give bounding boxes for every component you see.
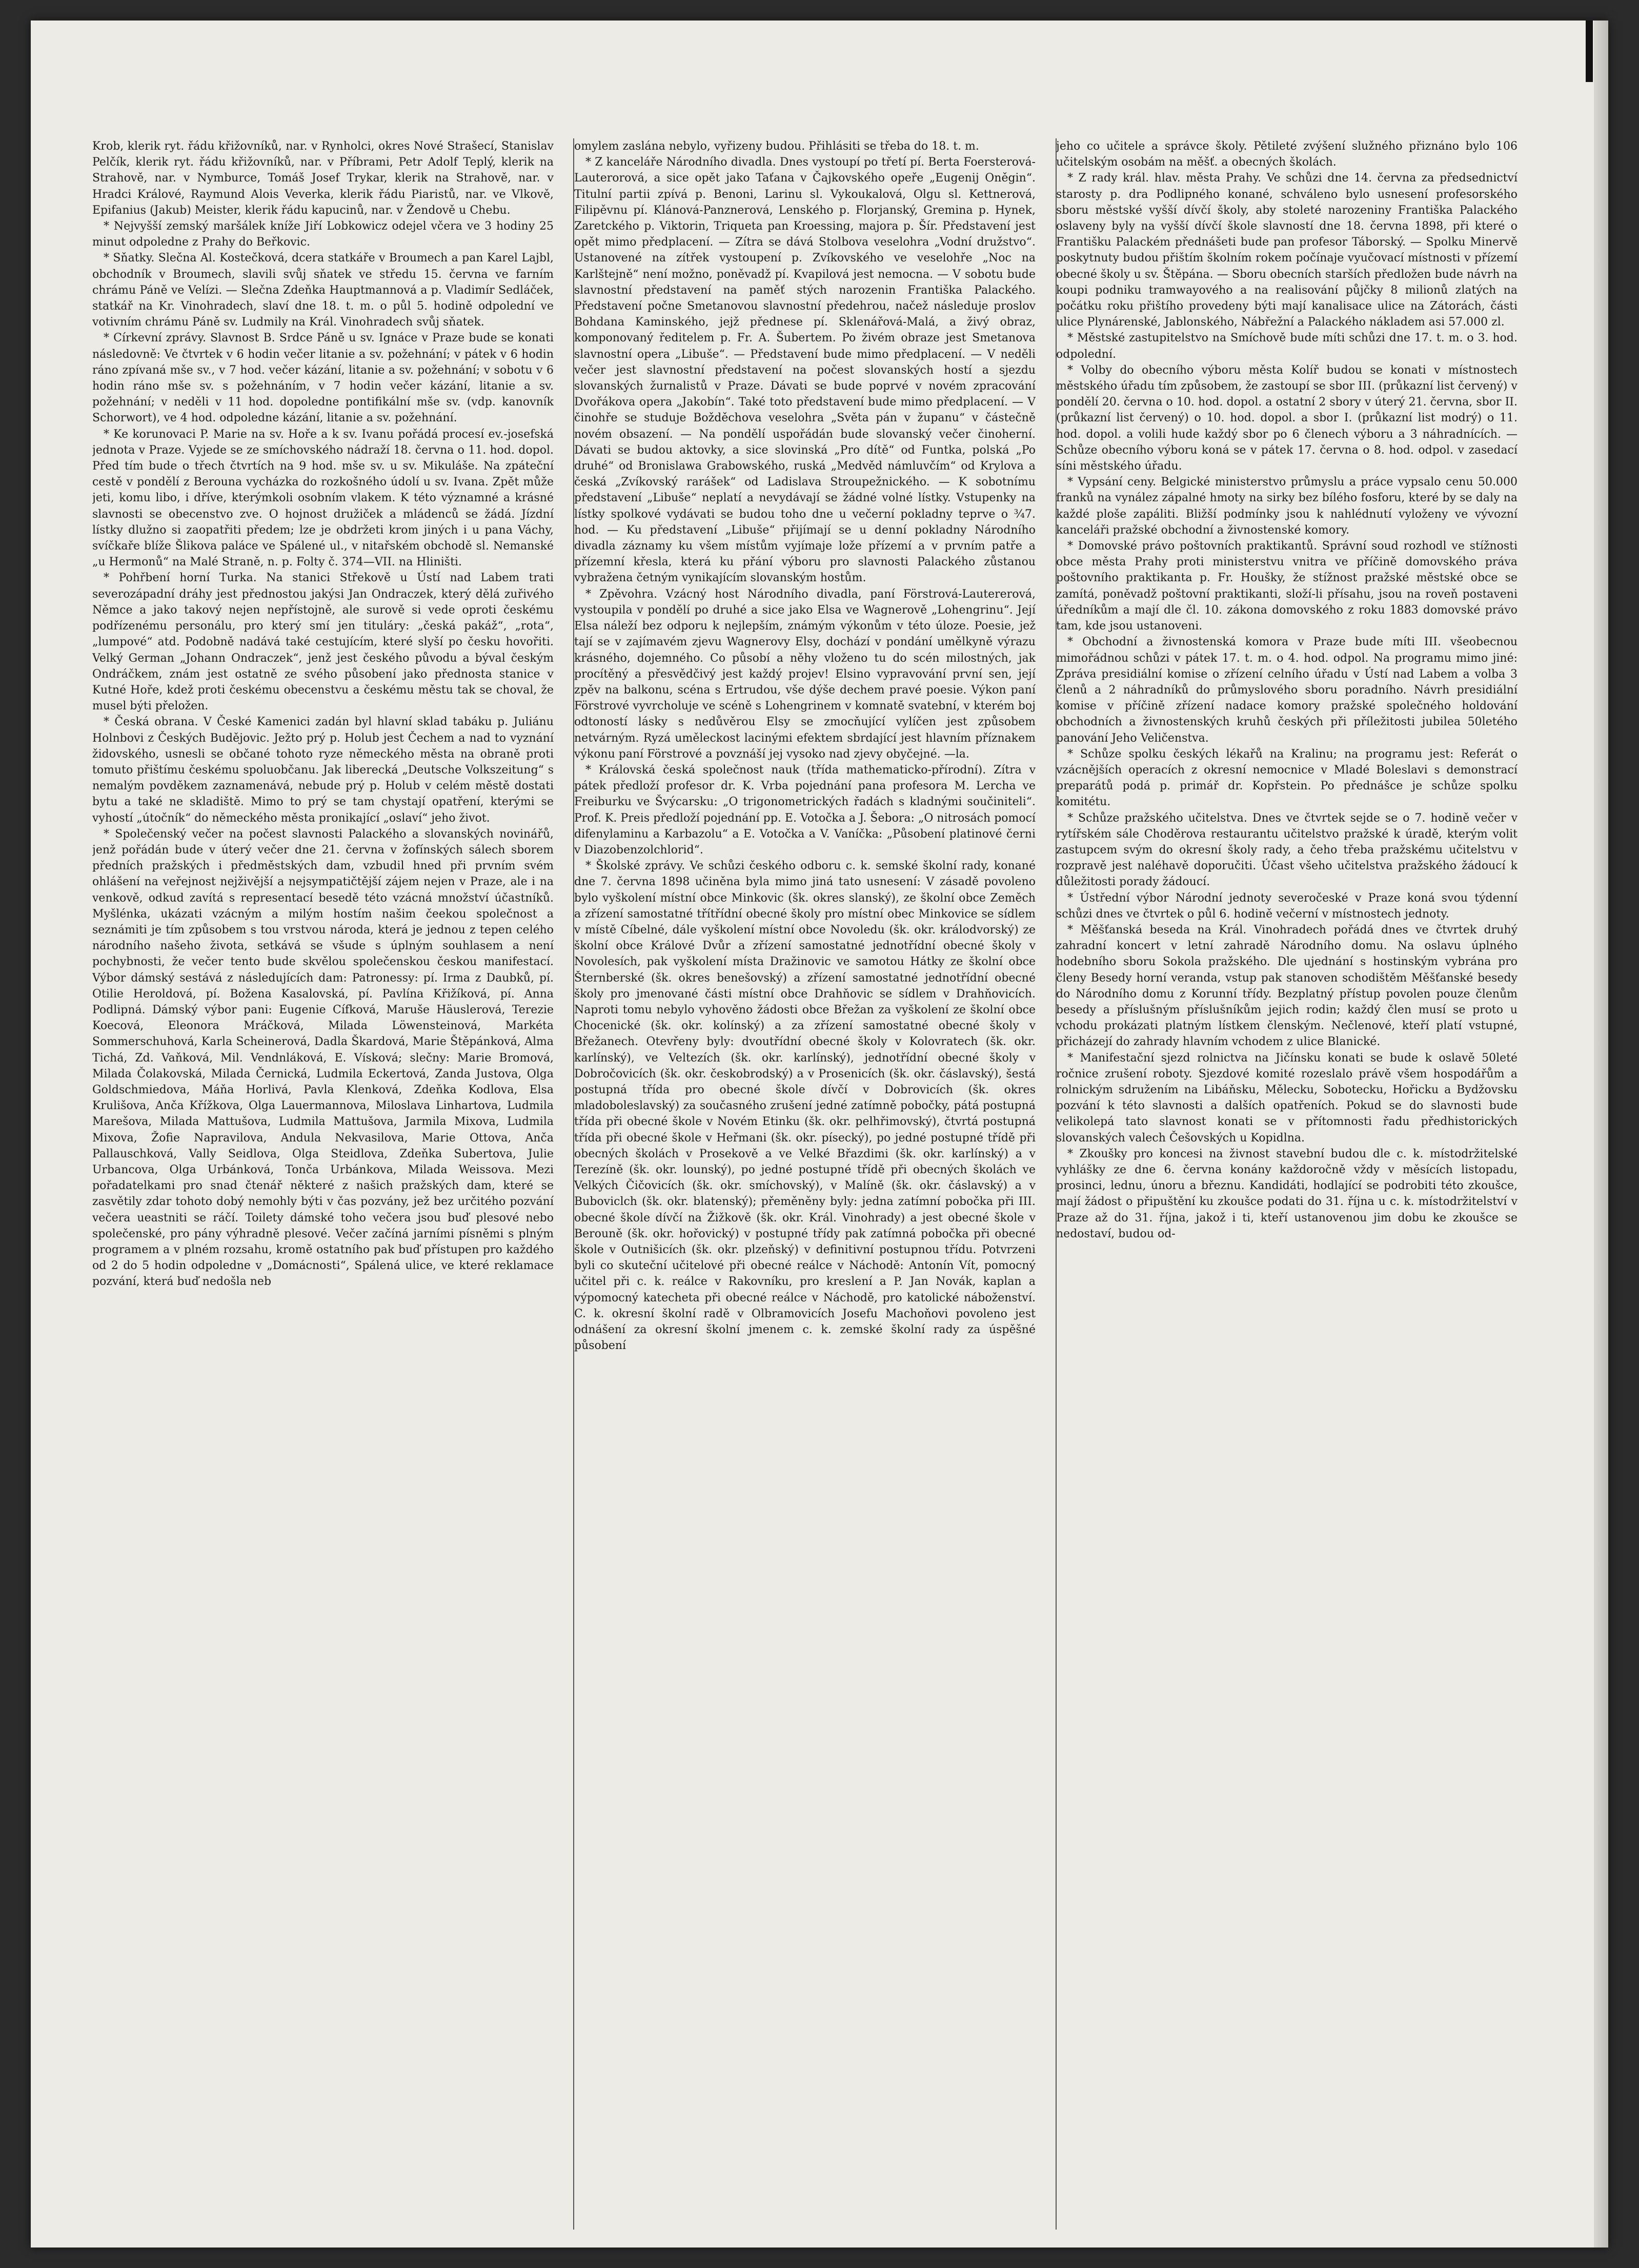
article-paragraph: * Ústřední výbor Národní jednoty severočeské v Praze koná svou týdenní schůzi dnes ve čtvrtek o půl 6. hodině večerní v místnostech jednoty. (1056, 891, 1517, 921)
article-paragraph: omylem zaslána nebylo, vyřizeny budou. Přihlásiti se třeba do 18. t. m. (574, 140, 979, 153)
article-paragraph: * Česká obrana. V České Kamenici zadán byl hlavní sklad tabáku p. Juliánu Holnbovi z Českých Budějovic. Ježto prý p. Holub jest Čechem a nad to vyznání židovského, usnesli se občané tohoto ryze německého města na obraně proti tomuto přištímu českému spoluobčanu. Jak liberecká „Deutsche Volkszeitung“ s nemalým povděkem zaznamenává, nebude prý p. Holub v celém městě dostati bytu a také ne skladiště. Mimo to prý se tam chystají opatření, kterými se vyhostí „útočník“ do německého města pronikající „oslaví“ jeho život. (92, 716, 554, 825)
article-paragraph: * Zpěvohra. Vzácný host Národního divadla, paní Förstrová-Lautererová, vystoupila v pondělí po druhé a sice jako Elsa ve Wagnerově „Lohengrinu“. Její Elsa náleží bez odporu k nejlepším, známým výkonům v této úloze. Poesie, jež tají se v zajímavém zjevu Wagnerovy Elsy, dochází v pondání umělkyně výrazu krásného, dojemného. Co působí a něhy vloženo tu do scén milostných, jak procítěný a přesvědčivý jest každý projev! Elsino vypravování první sen, její zpěv na balkonu, scéna s Ertrudou, vše dýše dechem pravé poesie. Výkon paní Förstrové vyvrcholuje ve scéně s Lohengrinem v komnatě svatební, v kterém boj odtoností lásky s nedůvěrou Elsy se zmocňující vylíčen jest způsobem netvárným. Ryzá uměleckost lacinými efektem sbrdající jest hlavním příznakem výkonu paní Förstrové a povznáší jej vysoko nad zjevy obyčejné. —la. (574, 587, 1036, 761)
article-paragraph: * Sňatky. Slečna Al. Kostečková, dcera statkáře v Broumech a pan Karel Lajbl, obchodník v Broumech, slavili svůj sňatek ve středu 15. června ve farním chrámu Páně ve Velízi. — Slečna Zdeňka Hauptmannová a p. Vladimír Sedláček, statkář na Kr. Vinohradech, slaví dne 18. t. m. o půl 5. hodině odpolední ve votivním chrámu Páně sv. Ludmily na Král. Vinohradech svůj sňatek. (92, 252, 554, 329)
article-paragraph: * Ke korunovaci P. Marie na sv. Hoře a k sv. Ivanu pořádá procesí ev.-josefská jednota v Praze. Vyjede se ze smíchovského nádraží 18. června o 11. hod. dopol. Před tím bude o třech čtvrtích na 9 hod. mše sv. u sv. Mikuláše. Na zpáteční cestě v pondělí z Berouna vycházka do rozkošného údolí u sv. Ivana. Zpět může jeti, komu libo, i dříve, kterýmkoli osobním vlakem. K této významné a krásné slavnosti se obecenstvo zve. O hojnost družiček a mládenců se žádá. Jízdní lístky dlužno si zaopatřiti předem; lze je obdržeti krom jiných i u pana Váchy, svíčkaře blíže Šlikova paláce ve Spálené ul., v nitařském obchodě sl. Nemanské „u Hermonů“ na Malé Straně, n. p. Folty č. 374—VII. na Hliništi. (92, 427, 554, 569)
article-paragraph: jeho co učitele a správce školy. Pětileté zvýšení služného přiznáno bylo 106 učitelským osobám na měšť. a obecných školách. (1056, 140, 1517, 169)
page-fold-shadow (1586, 21, 1593, 82)
article-paragraph: * Církevní zprávy. Slavnost B. Srdce Páně u sv. Ignáce v Praze bude se konati následovně: Ve čtvrtek v 6 hodin večer litanie a sv. požehnání; v pátek v 6 hodin ráno zpívaná mše sv., v 7 hod. večer kázání, litanie a sv. požehnání; v sobotu v 6 hodin ráno mše sv. s požehnáním, v 7 hodin večer kázání, litanie a sv. požehnání; v neděli v 11 hod. dopoledne pontifikální mše sv. (vdp. kanovník Schorwort), ve 4 hod. odpoledne kázání, litanie a sv. požehnání. (92, 332, 554, 425)
article-paragraph: * Obchodní a živnostenská komora v Praze bude míti III. všeobecnou mimořádnou schůzi v pátek 17. t. m. o 4. hod. odpol. Na programu mimo jiné: Zpráva presidiální komise o zřízení celního úřadu v Ústí nad Labem a volba 3 členů a 2 náhradníků do průmyslového sboru poradního. Návrh presidiální komise v příčině zřízení nadace komory pražské společného holdování obchodních a živnostenských kruhů českých při příležitosti jubilea 50letého panování Jeho Veličenstva. (1056, 636, 1517, 745)
article-paragraph: * Z kanceláře Národního divadla. Dnes vystoupí po třetí pí. Berta Foersterová-Lauterorová, a sice opět jako Taťana v Čajkovského opeře „Eugenij Oněgin“. Titulní partii zpívá p. Benoni, Larinu sl. Vykoukalová, Olgu sl. Kettnerová, Filipěvnu pí. Klánová-Panznerová, Lenského p. Florjanský, Gremina p. Hynek, Zaretckého p. Viktorin, Triqueta pan Kroessing, majora p. Šír. Představení jest opět mimo předplacení. — Zítra se dává Stolbova veselohra „Vodní družstvo“. Ustanovené na zítřek vystoupení p. Zvíkovského ve veselohře „Noc na Karlštejně“ není možno, poněvadž pí. Kvapilová jest nemocna. — V sobotu bude slavnostní představení na paměť stých narozenin Františka Palackého. Představení počne Smetanovou slavnostní předehrou, načež následuje proslov Bohdana Kaminského, jejž přednese pí. Sklenářová-Malá, a živý obraz, komponovaný ředitelem p. Fr. A. Šubertem. Po živém obraze jest Smetanova slavnostní opera „Libuše“. — Představení bude mimo předplacení. — V neděli večer jest slavnostní představení na počest slovanských hostí a sjezdu slovanských žurnalistů v Praze. Dávati se bude poprvé v novém zpracování Dvořákova opera „Jakobín“. Také toto představení bude mimo předplacení. — V činohře se studuje Božděchova veselohra „Světa pán v županu“ v částečně novém obsazení. — Na pondělí uspořádán bude slovanský večer činoherní. Dávati se budou aktovky, a sice slovinská „Pro dítě“ od Funtka, polská „Po druhé“ od Bronislawa Grabowského, ruská „Medvěd námluvčím“ od Krylova a česká „Zvíkovský rarášek“ od Ladislava Stroupežnického. — K sobotnímu představení „Libuše“ neplatí a nevydávají se žádné volné lístky. Vstupenky na lístky spolkové vydávati se budou toho dne u večerní pokladny teprve o ¾7. hod. — Ku představení „Libuše“ přijímají se u denní pokladny Národního divadla záznamy ku všem místům vyjímaje lože přízemí a v prvním patře a přízemní křesla, která ku přání výboru pro slavnosti Palackého zůstanou vybražena četným vynikajícím slovanským hostům. (574, 156, 1036, 585)
page-edge (1594, 21, 1608, 2247)
text-columns (92, 138, 1517, 2230)
article-paragraph: * Schůze pražského učitelstva. Dnes ve čtvrtek sejde se o 7. hodině večer v rytířském sále Choděrova restaurantu učitelstvo pražské k úradě, kterým volit zastupcem svým do okresní školy rady, a čeho třeba pražskému učitelstvu v rozpravě jest naléhavě doporučiti. Účast všeho učitelstva pražského žádoucí k důležitosti porady žádoucí. (1056, 811, 1517, 889)
article-paragraph: * Pohřbení horní Turka. Na stanici Střekově u Ústí nad Labem trati severozápadní dráhy jest přednostou jakýsi Jan Ondraczek, který dělá zuřivého Němce a jako takový nejen nepřístojně, ale surově si vede oproti českému podřízenému personálu, pro který smí jen tituláry: „česká pakáž“, „rota“, „lumpové“ atd. Podobně nadává také cestujícím, které slyší po česku hovořiti. Velký German „Johann Ondraczek“, jenž jest českého původu a býval českým Ondráčkem, znám jest ostatně ze svého působení jako přednosta stanice v Kutné Hoře, kdež proti českému obecenstvu a českému městu tak se choval, že musel býti přeložen. (92, 571, 554, 713)
article-paragraph: * Měšťanská beseda na Král. Vinohradech pořádá dnes ve čtvrtek druhý zahradní koncert v letní zahradě Národního domu. Na oslavu úplného hodebního sboru Sokola pražského. Dle ujednání s hostinským vybrána pro členy Besedy horní veranda, vstup pak stanoven schodištěm Měšťanské besedy do Národního domu z Korunní třídy. Bezplatný přístup povolen pouze členům besedy a příslušným příslušníkům jejich rodin; každý člen musí se proto u vchodu prokázati platným lístkem členským. Nečlenové, kteří platí vstupné, přicházejí do zahrady hlavním vchodem z ulice Blanické. (1056, 923, 1517, 1049)
article-paragraph: * Domovské právo poštovních praktikantů. Správní soud rozhodl ve stížnosti obce města Prahy proti ministerstvu vnitra ve příčině domovského práva poštovního praktikanta p. Fr. Houšky, že stížnost pražské městské obce se zamítá, poněvadž poštovní praktikanti, složí-li přísahu, jsou na roveň postaveni úředníkům a mají dle čl. 10. zákona domovského z roku 1883 domovské právo tam, kde jsou ustanoveni. (1056, 540, 1517, 633)
article-paragraph: * Školské zprávy. Ve schůzi českého odboru c. k. semské školní rady, konané dne 7. června 1898 učiněna byla mimo jiná tato usnesení: V zásadě povoleno bylo vyškolení místní obce Minkovic (šk. okres slanský), ze školní obce Zeměch a zřízení samostatné třítřídní obecné školy pro místní obec Minkovice se sídlem v místě Cíbelné, dále vyškolení místní obce Novoledu (šk. okr. králodvorský) ze školní obce Králové Dvůr a zřízení samostatné jednotřídní obecné školy v Novolesích, pak vyškolení místa Dražinovic ve samotou Hátky ze školní obce Šternberské (šk. okres benešovský) a zřízení samostatné jednotřídní obecné školy pro jmenované části místní obce Drahňovic se sídlem v Drahňovicích. Naproti tomu nebylo vyhověno žádosti obce Břežan za vyškolení ze školní obce Chocenické (šk. okr. kolínský) a za zřízení samostatné obecné školy v Břežanech. Otevřeny byly: dvoutřídní obecné školy v Kolovratech (šk. okr. karlínský), ve Veltezích (šk. okr. karlínský), jednotřídní obecné školy v Dobročovicích (šk. okr. českobrodský) a v Prosenicích (šk. okr. čáslavský), šestá postupná třída pro obecné škole dívčí v Dobrovicích (šk. okres mladoboleslavský) za současného zrušení jedné zatímně pobočky, pátá postupná třída při obecné škole v Novém Etinku (šk. okr. pelhřimovský), čtvrtá postupná třída při obecné škole v Heřmani (šk. okr. písecký), po jedné postupné třídě při obecných školách v Prosekově a ve Velké Břazdimi (šk. okr. karlínský) a v Terezíně (šk. okr. lounský), po jedné postupné třídě při obecných školách ve Velkých Čičovicích (šk. okr. smíchovský), v Malíně (šk. okr. čáslavský) a v Buboviclch (šk. okr. blatenský); přeměněny byly: jedna zatímní pobočka při III. obecné škole dívčí na Žižkově (šk. okr. Král. Vinohrady) a jest obecné škole v Berouně (šk. okr. hořovický) v postupné třídy pak zatímná pobočka při obecné škole v Outnišicích (šk. okr. plzeňský) v definitivní postupnou třídu. Potvrzeni byli co skuteční učitelové při obecné reálce v Náchodě: Antonín Vít, pomocný učitel při c. k. reálce v Rakovníku, pro kreslení a P. Jan Novák, kaplan a výpomocný katecheta při obecné reálce v Náchodě, pro katolické náboženství. C. k. okresní školní radě v Olbramovicích Josefu Machoňovi povoleno jest odnášení za okresní školní jmenem c. k. zemské školní rady za úspěšné působení (574, 860, 1036, 1353)
column-1 (92, 138, 554, 2230)
article-paragraph: * Volby do obecního výboru města Kolíř budou se konati v místnostech městského úřadu tím způsobem, že zastoupí se sbor III. (průkazní list červený) v pondělí 20. června o 10. hod. dopol. a ostatní 2 sbory v úterý 21. června, sbor II. (průkazní list červený) o 10. hod. dopol. a sbor I. (průkazní list modrý) o 11. hod. dopol. a volili hude každý sbor po 6 členech výboru a 3 náhradnících. — Schůze obecního výboru koná se v pátek 17. června o 8. hod. odpol. v zasedací síni městského úřadu. (1056, 363, 1517, 473)
newspaper-page (31, 21, 1608, 2247)
article-paragraph: * Královská česká společnost nauk (třída mathematicko-přírodní). Zítra v pátek předloží profesor dr. K. Vrba pojednání pana profesora M. Lercha ve Freiburku ve Švýcarsku: „O trigonometrických řadách s kladnými součiniteli“. Prof. K. Preis předloží pojednání pp. E. Votočka a J. Šebora: „O nitrosách pomocí difenylaminu a Karbazolu“ a E. Votočka a V. Vaníčka: „Působení platinové černi v Diazobenzolchlorid“. (574, 763, 1036, 856)
article-paragraph: * Schůze spolku českých lékařů na Kralinu; na programu jest: Referát o vzácnějších operacích z okresní nemocnice v Mladé Boleslavi s demonstrací preparátů podá p. primář dr. Kopřstein. Po přednášce je schůze spolku komitétu. (1056, 747, 1517, 809)
article-paragraph: * Z rady král. hlav. města Prahy. Ve schůzi dne 14. června za předsednictví starosty p. dra Podlipného konané, schváleno bylo usnesení profesorského sboru městské vyšší dívčí školy, aby stoleté narozeniny Františka Palackého oslaveny byly na vyšší dívčí škole slavností dne 18. června 1898, při které o Františku Palackém přednášeti bude pan profesor Táborský. — Spolku Minervě poskytnuty budou přištím školním rokem počínaje vyučovací místnosti v přízemí obecné školy u sv. Štěpána. — Sboru obecních starších předložen bude návrh na koupi podniku tramwayového a na realisování půjčky 8 milionů zlatých na počátku roku přištího provedeny býti mají kanalisace ulice na Zátorách, části ulice Plynárenské, Jablonského, Nábřežní a Palackého nákladem asi 57.000 zl. (1056, 172, 1517, 329)
article-paragraph: * Společenský večer na počest slavnosti Palackého a slovanských novinářů, jenž pořádán bude v úterý večer dne 21. června v žofínských sálech sborem předních pražských i předměstských dam, vzbudil hned při prvním svém ohlášení na veřejnost nejživější a nejsympatičtější zájem nejen v Praze, ale i na venkově, odkud zavítá s representací besedě této vzácná množství účastníků. Myšlénka, ukázati vzácným a milým hostím našim čeekou společnost a seznámiti je tím způsobem s tou vrstvou národa, která je jednou z tepen celého národního našeho života, setkává se všude s úplným souhlasem a není pochybnosti, že večer tento bude skvělou společenskou českou manifestací. Výbor dámský sestává z následujících dam: Patronessy: pí. Irma z Daubků, pí. Otilie Heroldová, pí. Božena Kasalovská, pí. Pavlína Křižíková, pí. Anna Podlipná. Dámský výbor pani: Eugenie Cífková, Maruše Häuslerová, Terezie Koecová, Eleonora Mráčková, Milada Löwensteinová, Markéta Sommerschuhová, Karla Scheinerová, Dadla Škardová, Marie Štěpánková, Alma Tichá, Zd. Vaňková, Mil. Vendnláková, E. Vísková; slečny: Marie Bromová, Milada Čolakovská, Milada Černická, Ludmila Eckertová, Zanda Justova, Olga Goldschmiedova, Máňa Horlivá, Pavla Klenková, Zdeňka Kodlova, Elsa Krulišova, Anča Křížkova, Olga Lauermannova, Miloslava Linhartova, Ludmila Marešova, Milada Mattušova, Ludmila Mattušova, Jarmila Mixova, Ludmila Mixova, Žofie Napravilova, Andula Nekvasilova, Marie Ottova, Anča Pallauschková, Vally Seidlova, Olga Steidlova, Zdeňka Subertova, Julie Urbancova, Olga Urbánková, Tonča Urbánkova, Milada Weissova. Mezi pořadatelkami pro snad čtenář některé z našich pražských dam, které se zasvětily zdar tohoto dobý nemohly býti v čas pozvány, jež bez určitého pozvání večera ueastniti se ráčí. Toilety dámské toho večera jsou buď plesové nebo společenské, pro pány výhradně plesové. Večer začíná jarními písněmi s plným programem a v plném rozsahu, kromě ostatního pak buď přístupen pro každého od 2 do 5 hodin odpoledne v „Domácnosti“, Spálená ulice, ve které reklamace pozvání, která buď nedošla neb (92, 827, 554, 1289)
article-paragraph: * Zkoušky pro koncesi na živnost stavební budou dle c. k. místodržitelské vyhlášky ze dne 6. června konány každoročně vždy v měsících listopadu, prosinci, lednu, únoru a březnu. Kandidáti, hodlající se podrobiti této zkoušce, mají žádost o připuštění ku zkoušce podati do 31. října u c. k. místodržitelství v Praze až do 31. října, jakož i ti, kteří ustanovenou jim dobu ke zkoušce se nedostaví, budou od- (1056, 1147, 1517, 1240)
article-paragraph: * Manifestační sjezd rolnictva na Jičínsku konati se bude k oslavě 50leté ročnice zrušení roboty. Sjezdové komité rozeslalo právě všem hospodářům a rolnickým sdružením na Libáňsku, Mělecku, Sobotecku, Hořicku a Bydžovsku pozvání k této slavnosti a dalších opatřeních. Pokud se do slavnosti bude velikolepá tato slavnost konati se v přítomnosti řadu předhistorických slovanských valech Češovských u Kopidlna. (1056, 1051, 1517, 1145)
article-paragraph: * Městské zastupitelstvo na Smíchově bude míti schůzi dne 17. t. m. o 3. hod. odpolední. (1056, 332, 1517, 361)
article-paragraph: * Nejvyšší zemský maršálek kníže Jiří Lobkowicz odejel včera ve 3 hodiny 25 minut odpoledne z Prahy do Beřkovic. (92, 220, 554, 249)
article-paragraph: Krob, klerik ryt. řádu křižovníků, nar. v Rynholci, okres Nové Strašecí, Stanislav Pelčík, klerik ryt. řádu křižovníků, nar. v Příbrami, Petr Adolf Teplý, klerik na Strahově, nar. v Nymburce, Tomáš Josef Trykar, klerik na Strahově, nar. v Hradci Králové, Raymund Alois Veverka, klerik řádu Piaristů, nar. ve Vlkově, Epifanius (Jakub) Meister, klerik řádu kapucinů, nar. v Žendově u Chebu. (92, 140, 554, 217)
article-paragraph: * Vypsání ceny. Belgické ministerstvo průmyslu a práce vypsalo cenu 50.000 franků na vynález zápalné hmoty na sirky bez bílého fosforu, které by se daly na každé ploše zapáliti. Bližší podmínky jsou k nahlédnutí vyloženy ve vývozní kanceláři pražské obchodní a živnostenské komory. (1056, 476, 1517, 537)
column-3 (1056, 138, 1517, 2230)
column-2 (574, 138, 1036, 2230)
